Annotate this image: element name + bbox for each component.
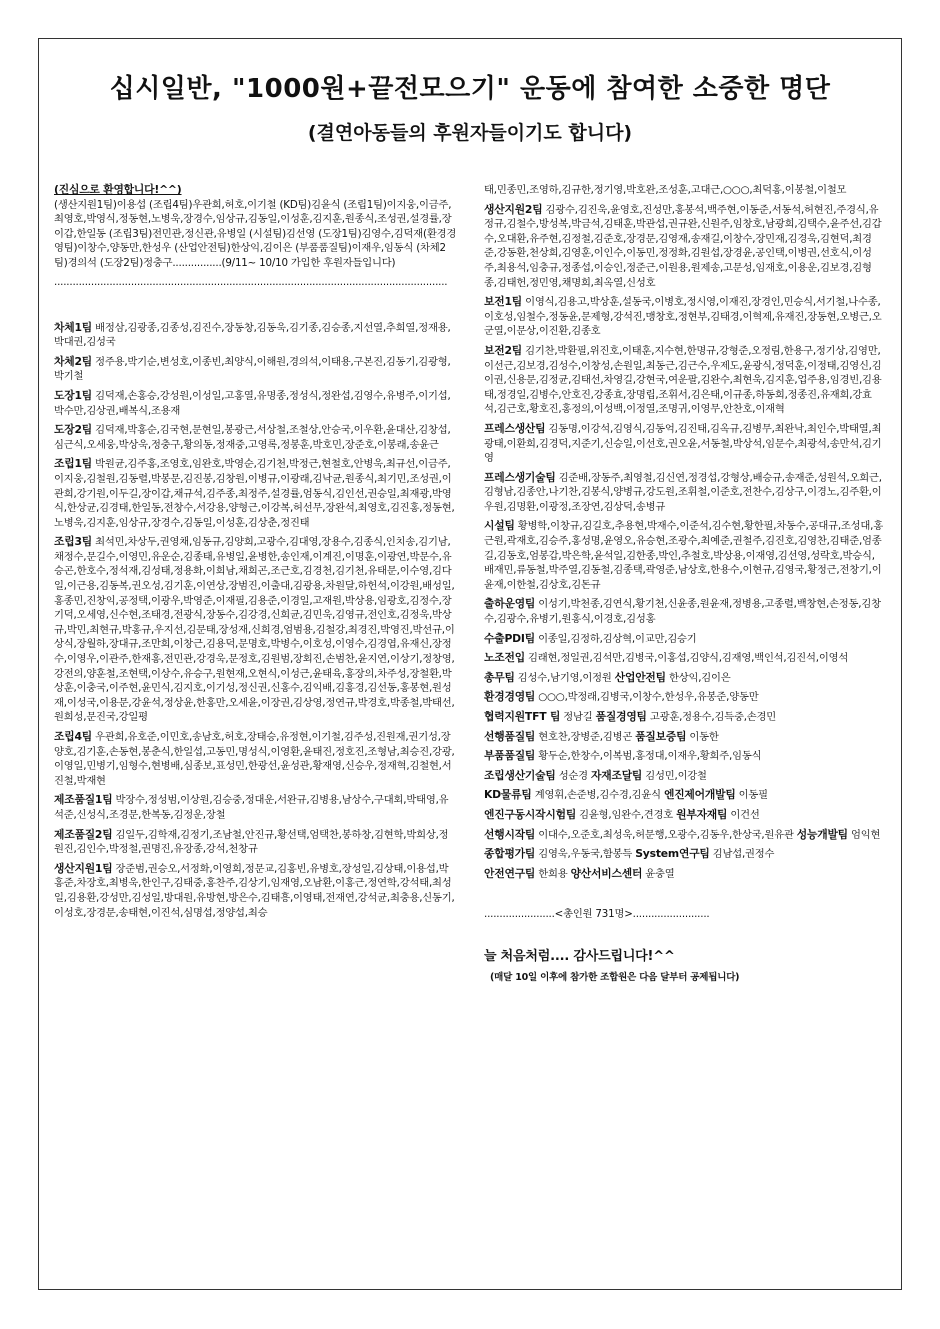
member-names: 현호찬,장병준,김병곤 [538,730,633,743]
member-names: 김덕재,박홍순,김국현,문현일,봉광근,서상철,조철상,안승국,이우환,윤대산,김창섭,심근식,오세웅,박상욱,정충구,황의동,정재중,고영록,정봉훈,박호민,장준호,이봉래,송윤근 [54,424,451,451]
member-names: 성순경 [558,769,588,782]
dotted-separator: ................................................................................................................................ [54,275,448,288]
team-name: 품질보증팀 [635,729,687,743]
member-names: 김기찬,박환필,위진호,이태훈,지수현,한명규,강형준,오정림,한용구,정기상,김영만,이선근,김보경,김성수,이창성,손원일,최동근,김근수,우제도,윤광식,정덕훈,이정태,김영신,김이권,신용문,김정균,김태선,차영길,강현국,여운팔,김완수,최현욱,김지훈,업주용,임경빈,김용태,정경일,김병수,안호진,강종효,장명립,조휘서,김은태,이규종,하동희,정종진,유재희,강효석,김근호,황호진,홍정의,이성백,이정열,조명귀,이영무,안찬호,이재혁 [484,344,882,416]
member-names: 김광수,김진욱,윤영호,진성만,홍봉석,백주현,이동준,서동석,허현진,주경식,유정규,김철수,방성복,박금석,김태훈,박관섭,권규완,신원주,임창호,남광희,김택수,윤주선,김갑수,오대환,유주현,김정철,김준호,장경문,김영재,송재길,이창수,장민재,김경욱,김현덕,최경준,강동환,천상희,김영훈,이인수,이동민,정정화,김원섭,장경윤,공인택,이병권,선호식,이성주,최용석,임충규,정종섭,이승인,정준근,이원용,원제송,고문성,임재호,이용운,김보경,김형종,김태헌,정민영,채명희,최옥열,신성호 [484,203,882,289]
member-names: 이영식,김용고,박상훈,설동국,이병호,정시영,이재진,장경인,민승식,서기철,나수종,이호성,임철수,정동윤,문제형,강석진,맹창호,정현부,김태경,이혁제,유재진,장동현,오병근,오군열,이문상,이진환,김종호 [484,296,882,338]
team-section [54,730,458,788]
team-name: 출하운영팀 [484,597,536,611]
team-section [484,183,884,198]
team-name: 성능개발팀 [796,827,848,841]
team-name: 협력지원TFT 팀 [484,710,561,723]
team-row [484,749,884,764]
member-names: 최석민,차상두,권영채,임동규,김양희,고광수,김대영,장용수,김종식,인치송,김기남,채정수,문길수,이영민,유운순,김종태,유병일,윤병한,송인재,이계진,이명훈,이광연,박문수,유승곤,한호수,정석재,김성태,정용화,이희남,채희곤,조근호,김경천,김기천,유태문,이수영,김다일,이근용,김동복,권오성,김기훈,이연상,장범진,이출대,김광용,차원달,하헌석,이강원,배성일,홍종민,진창익,공정택,이광우,박영준,이재필,김용준,이경일,고재원,박상용,임광호,김정수,장기덕,오세영,신수현,조태경,전광식,장동수,김강경,신희균,김민욱,김영규,전인호,김정욱,박상규,박민,최현규,박홍규,우지선,김문태,장성재,신희경,엄범용,김철강,최경진,박영진,박선규,이상식,장월하,장대규,조만희,이창근,김용덕,문명호,박병수,이호성,이영수,김경엽,유재신,장정수,이영우,이관주,한재홍,전민관,강경욱,문정호,김원범,장회진,손범찬,윤지연,이상기,정창영,강전의,양훈철,조현택,이상수,유승구,원현재,오현식,이성근,윤태육,홍장의,차주성,장철환,박상훈,이충국,이주현,윤민식,김지호,이기성,정신권,신홍수,김익배,김홍경,김선동,홍봉현,원성재,이성국,이용문,강윤석,정상윤,한홍만,오세윤,이장권,김상영,정연규,박경호,박종철,박태선,원희성,문진국,강일평 [54,536,455,724]
member-names: 정주용,박기순,변성호,이종빈,최양식,이해원,경의석,이태용,구본진,김동기,김광형,박기철 [54,355,451,383]
team-name: 도장1팀 [54,388,93,402]
member-names: 엄익현 [850,828,881,841]
team-section [484,295,884,339]
right-inline-team-list [484,671,884,882]
deduction-note: (매달 10일 이후에 참가한 조합원은 다음 달부터 공제됩니다) [490,971,740,983]
team-name: 생산지원1팀 [54,861,113,875]
team-name: 안전연구팀 [484,866,536,880]
total-count: .......................<총인원 731명>......................... [484,908,710,921]
team-name: KD물류팀 [484,788,532,802]
page-subtitle: (결연아동들의 후원자들이기도 합니다) [307,122,633,144]
thanks-message: 늘 처음처럼.... 감사드립니다!^^ [484,948,675,964]
team-section [484,597,884,626]
member-names: 김동명,이강석,김영식,김동억,김진태,김옥규,김병무,최완낙,최인수,박태열,최광태,이환희,김경덕,지준기,신승일,이선호,권오윤,서동철,박상석,임문수,최광석,송만석,김기영 [484,422,882,465]
team-name: 시설팀 [484,519,515,533]
team-section [54,862,458,920]
team-section [54,828,458,857]
team-name: 보전2팀 [484,343,523,357]
member-names: 김윤형,임완수,견경호 [579,808,674,821]
team-name: 품질경영팀 [595,710,647,723]
team-name: 선행품질팀 [484,729,536,743]
team-name: 제조품질2팀 [54,827,113,841]
member-names: 김영욱,우동국,함봉득 [538,848,633,861]
right-team-list [484,183,884,666]
team-name: 총무팀 [484,670,515,684]
team-section [484,519,884,592]
team-name: 산업안전팀 [614,670,666,684]
team-name: 환경경영팀 [484,690,536,704]
team-section [54,423,458,452]
member-names: 김일두,김학재,김정기,조남철,안진규,황선택,엄택찬,봉하창,김현학,박희상,정원진,김인수,박정철,권명진,유장종,강석,천창규 [54,828,449,856]
member-names: 김성수,남기영,이정원 [517,671,612,684]
left-column [54,183,458,925]
member-names: 김성민,이강철 [645,769,707,782]
team-section [54,535,458,725]
member-names: 계영휘,손준병,김수경,김윤식 [534,789,661,802]
team-name: System연구팀 [635,847,710,861]
member-names: 윤충열 [645,867,675,880]
member-names: 고광훈,정용수,김득중,손경민 [649,711,777,723]
team-section [484,632,884,647]
team-name: 부품품질팀 [484,749,536,763]
team-name: 선행시작팀 [484,827,536,841]
member-names: 정남길 [563,711,593,723]
member-names: 김남섭,권정수 [712,848,775,861]
team-name: 종합평가팀 [484,847,536,861]
page-title: 십시일반, "1000원+끝전모으기" 운동에 참여한 소중한 명단 [109,74,831,104]
member-names: 황두순,한창수,이복범,홍정대,이재우,황희주,임동식 [538,750,762,763]
team-name: 엔진제어개발팀 [663,788,736,802]
member-names: 황병학,이창규,김길호,추용현,박재수,이준석,김수현,황한필,차동수,공대규,조성대,홍근원,곽재호,김승주,홍성명,윤영오,유승현,조광수,최예준,권철주,김진호,김영찬,김태준,엄종길,김동호,엄봉갑,박은학,윤석일,김한종,박인,추철호,박상용,이재영,김선영,성락호,박승식,배재민,류동철,박주열,김동철,김종택,곽영준,남상호,한용수,이현규,김영국,황정근,전창기,이윤재,이한철,김상호,김돈규 [484,520,883,591]
team-name: 프레스생산팀 [484,421,546,435]
team-name: 조립1팀 [54,457,93,471]
team-section [484,203,884,291]
team-name: 보전1팀 [484,295,523,309]
team-name: 도장2팀 [54,423,93,437]
member-names: 이종일,김정하,김상혁,이교만,김승기 [538,632,697,645]
team-row [484,828,884,843]
team-row [484,671,884,686]
team-row [484,730,884,745]
team-name: 노조전입 [484,651,525,665]
team-section [484,422,884,466]
team-name: 조립3팀 [54,535,93,549]
member-names: 한상익,김이은 [668,671,731,684]
team-name: 차체1팀 [54,320,93,334]
member-names: 태,민종민,조영하,김규한,정기영,박호완,조성훈,고대근,○○○,최덕홍,이봉철,이철모 [484,184,847,196]
member-names: 이건선 [730,808,760,821]
team-name: 자재조달팀 [591,768,643,782]
team-name: 프레스생기술팀 [484,470,556,484]
right-column [484,183,884,985]
team-name: 조립4팀 [54,730,93,743]
team-row [484,690,884,705]
member-names: 김래현,정일권,김석만,김병국,이홍섭,김양식,김재영,백인석,김진석,이영석 [528,652,849,665]
team-row [484,808,884,823]
team-name: 엔진구동시작시험팀 [484,807,577,821]
team-row [484,788,884,803]
team-section [484,344,884,417]
member-names: 이대수,오준호,최성욱,허문행,오광수,김동우,한상국,원유관 [538,828,794,841]
team-name: 원부자재팀 [676,807,728,821]
member-names: 배정삼,김광종,김종성,김진수,장동창,김동욱,김기종,김승종,지선열,추희열,정재용,박대권,김성국 [54,321,451,349]
member-names: ○○○,박정래,김병국,이창수,한성우,유봉준,양동만 [538,691,759,704]
team-section [54,793,458,822]
team-name: 수출PDI팀 [484,631,535,645]
left-team-list [54,321,458,921]
team-row [484,867,884,882]
member-names: 이동한 [689,730,719,743]
member-names: 이성기,박천종,김연식,황기천,신윤종,원윤재,정병용,고종렬,백창현,손정동,김창수,김광수,유병기,원홍식,이경호,김성홍 [484,598,881,626]
team-name: 양산서비스센터 [570,866,643,880]
member-names: 김덕재,손홍승,강성원,이성일,고홍열,유명종,정성식,정완섭,김영수,유병주,이기섭,박수만,김상권,배복식,조용재 [54,389,451,417]
member-names: 우관희,유호준,이민호,송남호,허호,장태승,유정현,이기철,김주성,진원재,권기성,장양호,김기훈,손동현,봉춘식,한일섭,고동민,명성식,이영환,윤태진,정호진,조형남,최승진,강광,이영일,민병기,임형수,현병배,심종보,표성민,한광선,윤성관,황재영,신승우,정재혁,김철현,서진철,박재현 [54,731,455,787]
team-name: 조립생산기술팀 [484,768,556,782]
member-names: 한희용 [538,867,568,880]
team-section [54,457,458,530]
team-section [54,389,458,418]
member-names: 장준범,권승오,서정화,이영희,정문교,김홍빈,유병호,장성일,김상태,이용섭,박홍준,차장호,최병욱,한인구,김태중,홍찬주,김상기,임재영,오남환,이홍근,정연학,강석태,최성일,김용환,강성만,김성일,방대원,유방현,방은수,김태흥,이영태,전재연,강석균,최충용,신동기,이성호,장경문,송태현,이진석,심명섭,정양섭,최승 [54,862,455,919]
member-names: 박장수,정성범,이상원,김승중,정대운,서완규,김병용,남상수,구대회,박태영,유석준,신성식,조경문,한복동,김정운,장철 [54,794,449,821]
team-row [484,769,884,784]
team-section [484,651,884,666]
welcome-text: (생산지원1팀)이용섭 (조립4팀)우관희,허호,이기철 (KD팀)김윤식 (조립1팀)이지웅,이금주,최영호,박영식,정동현,노병욱,장경수,임상규,김동일,이성훈,김지훈,원종식,조성권,설경률,장이갑,한일동 (조립3팀)전민관,정신관,유병일 (시설팀)김선영 (도장1팀)김영수,김덕재(환경경영팀)이창수,양동만,한성우 (산업안전팀)한상익,김이은 (부품품질팀)이재우,임동식 (차체2팀)경의석 (도장2팀)정충구................(9/11~ 10/10 가입한 후원자들입니다) [54,198,457,269]
team-row [484,710,884,725]
team-section [484,471,884,515]
team-row [484,847,884,862]
team-section [54,355,458,384]
team-name: 제조품질1팀 [54,793,113,807]
member-names: 김준배,장동주,최영철,김신연,정경섭,강형상,배승규,송재준,성원석,오희근,김형남,김종안,나기찬,김봉식,양병규,강도원,조휘철,이준호,전찬수,김상구,이경노,김주환,이우원,김명환,이광정,조장연,김상덕,송병규 [484,471,882,513]
welcome-heading: (진심으로 환영합니다!^^) [54,183,182,196]
team-name: 생산지원2팀 [484,202,543,216]
member-names: 이동필 [738,789,768,802]
team-name: 차체2팀 [54,354,93,368]
member-names: 박원균,김주홍,조영호,임완호,박영순,김기천,박정근,현철호,안병욱,최규선,이금주,이지웅,김철원,김동렬,박봉문,김진봉,김창원,이병규,이광래,김낙균,원종식,최기민,조성권,이관희,강기원,이두길,장이갑,채규석,김주종,최정주,설경률,엄동식,김인선,권승일,최재광,박영식,한상균,김경태,한일동,전창수,서강용,양형근,이강복,허선무,장완석,최영호,김진홍,정동현,노병욱,김지훈,임상규,장경수,김동일,이성훈,김상춘,정진태 [54,458,455,529]
team-section [54,321,458,350]
